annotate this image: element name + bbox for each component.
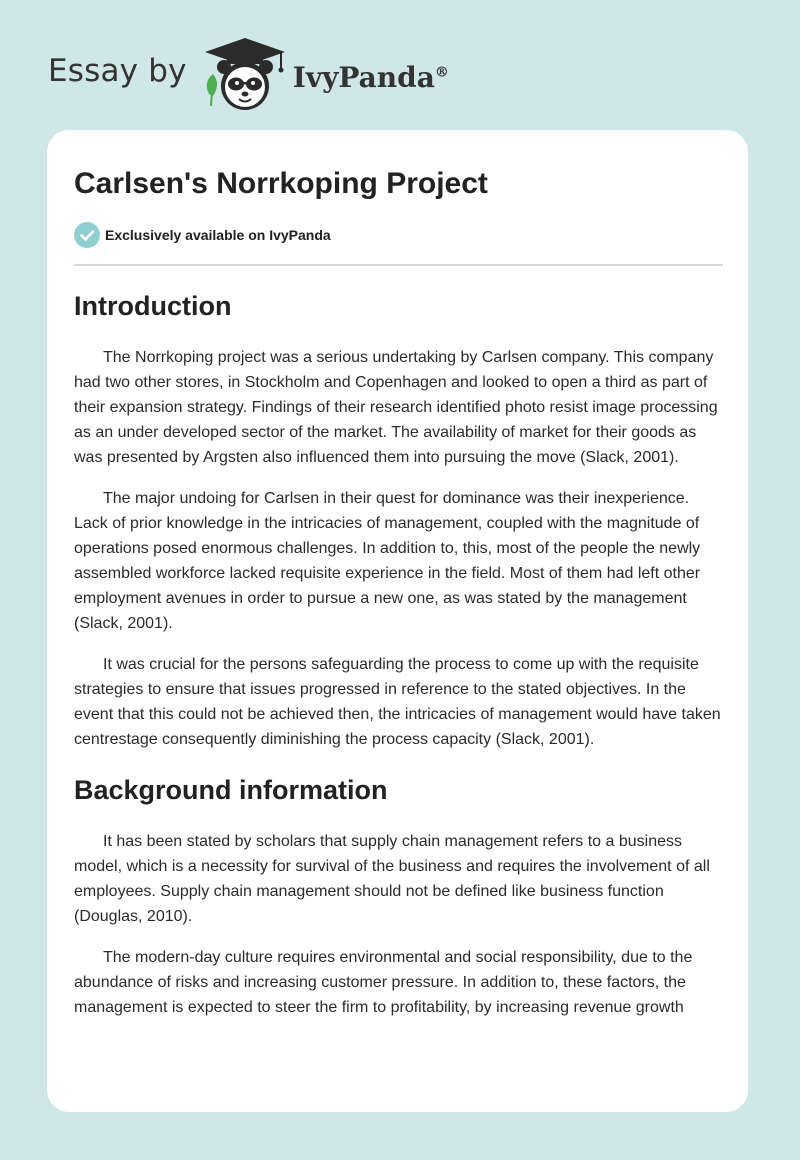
panda-graduate-logo-icon[interactable] <box>201 34 289 114</box>
brand-name[interactable] <box>293 61 449 94</box>
registered-mark: ® <box>434 64 449 81</box>
paragraph: The Norrkoping project was a serious undertaking by Carlsen company. This company had two other stores, in Stockholm and Copenhagen and looked to open a third as part of their expansion strategy. Findings of their research identified photo resist image processing as an under developed sector of the market. The availability of market for their goods as was presented by Argsten also influenced them into pursuing the move (Slack, 2001). <box>74 349 718 466</box>
paragraph: It was crucial for the persons safeguarding the process to come up with the requisite strategies to ensure that issues progressed in reference to the stated objectives. In the event that this could not be achieved then, the intricacies of management would have taken centrestage consequently diminishing the process capacity (Slack, 2001). <box>74 656 721 748</box>
section-heading: Background information <box>74 775 388 805</box>
paragraph: The modern-day culture requires environmental and social responsibility, due to the abundance of risks and increasing customer pressure. In addition to, these factors, the management is expected to steer the firm to profitability, by increasing revenue growth <box>74 949 693 1016</box>
section-introduction <box>74 288 722 752</box>
section-background-information <box>74 772 722 1020</box>
paragraph: It has been stated by scholars that supply chain management refers to a business model, which is a necessity for survival of the business and requires the involvement of all employees. Supply chain management should not be defined like business function (Douglas, 2010). <box>74 833 710 925</box>
page-title: Carlsen's Norrkoping Project <box>74 167 488 200</box>
title-divider <box>74 264 723 266</box>
exclusive-badge <box>74 222 722 248</box>
site-header <box>48 34 449 114</box>
exclusive-badge-text: Exclusively available on IvyPanda <box>105 227 331 243</box>
brand-text: IvyPanda <box>292 60 435 94</box>
essay-by-label: Essay by <box>48 53 187 89</box>
check-circle-icon <box>74 222 100 248</box>
paragraph: The major undoing for Carlsen in their quest for dominance was their inexperience. Lack of prior knowledge in the intricacies of management, coupled with the magnitude of operations posed enormous challenges. In addition to, this, most of the people the newly assembled workforce lacked requisite experience in the field. Most of them had left other employment avenues in order to pursue a new one, as was stated by the management (Slack, 2001). <box>74 490 701 632</box>
section-heading: Introduction <box>74 291 232 321</box>
essay-card <box>47 130 748 1112</box>
